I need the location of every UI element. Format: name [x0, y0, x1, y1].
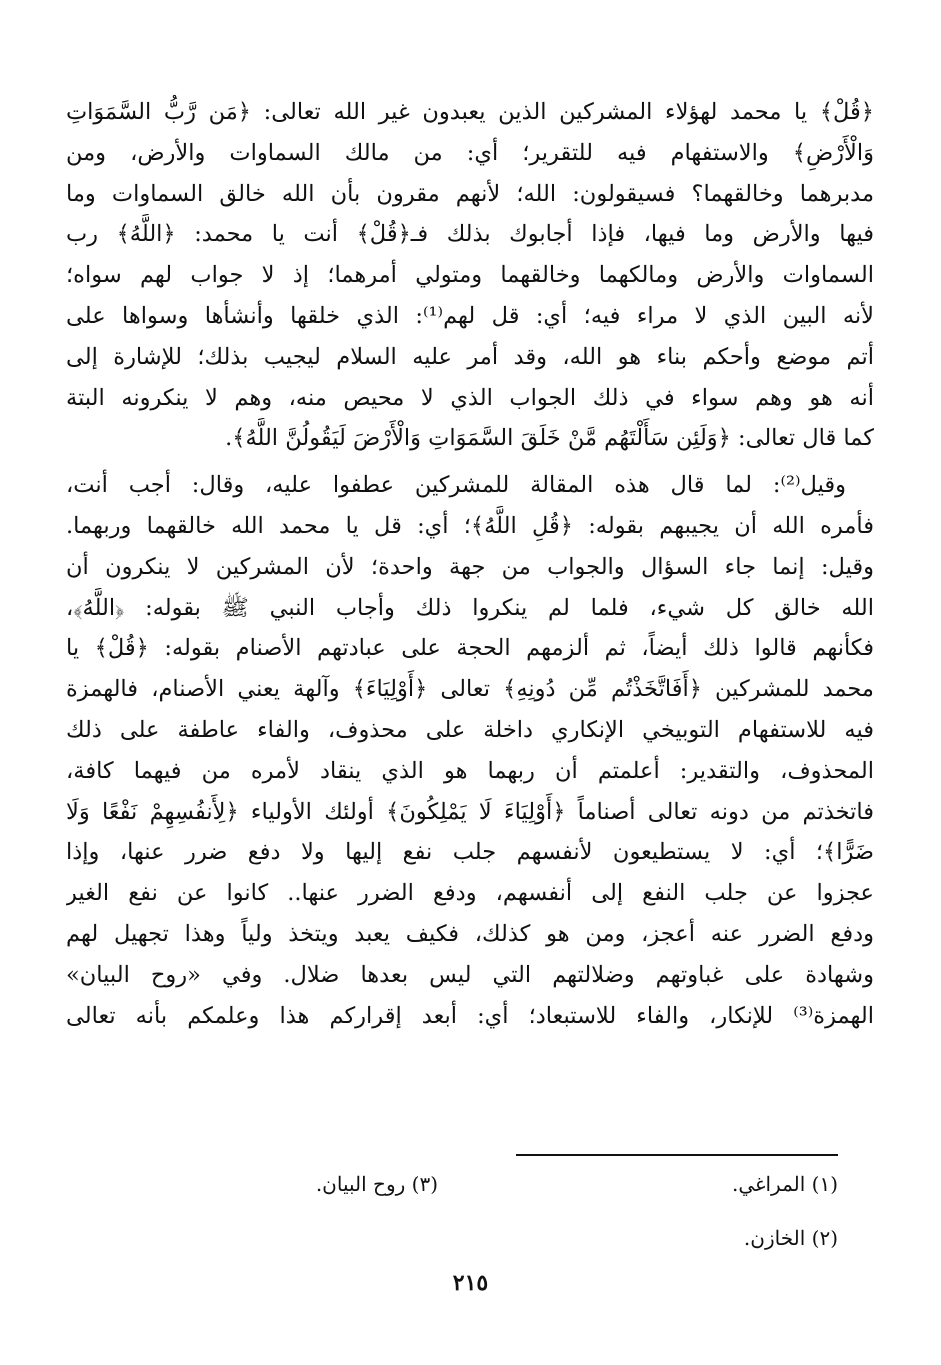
text-line: ضَرًّا﴾؛ أي: لا يستطيعون لأنفسهم جلب نفع إليها ولا دفع ضرر عنها، وإذا [66, 839, 874, 866]
paragraph [66, 465, 874, 1036]
text-line: فيه للاستفهام التوبيخي الإنكاري داخلة على محذوف، والفاء عاطفة على ذلك [66, 716, 874, 743]
text-line: وَالْأَرْضِ﴾ والاستفهام فيه للتقرير؛ أي: من مالك السماوات والأرض، ومن [66, 139, 874, 166]
text-line: ودفع الضرر عنه أعجز، ومن هو كذلك، فكيف يعبد ويتخذ ولياً وهذا تجهيل لهم [66, 920, 874, 947]
text-line: وشهادة على غباوتهم وضلالتهم التي ليس بعدها ضلال. وفي «روح البيان» [66, 961, 874, 988]
text-line: الله خالق كل شيء، فلما لم ينكروا ذلك وأجاب النبي ﷺ بقوله: ﴿اللَّهُ﴾، [66, 594, 874, 621]
text-line: السماوات والأرض ومالكهما وخالقهما ومتولي أمرهما؛ إذ لا جواب لهم سواه؛ [66, 262, 874, 289]
footnotes [66, 1166, 838, 1274]
text-line: محمد للمشركين ﴿أَفَاتَّخَذْتُم مِّن دُونِهِ﴾ تعالى ﴿أَوْلِيَاءَ﴾ وآلهة يعني الأصنام، فالهمزة [66, 676, 874, 703]
paragraph [66, 92, 874, 459]
text-line: أنه هو وهم سواء في ذلك الجواب الذي لا محيص منه، وهم لا ينكرونه البتة [66, 384, 874, 411]
main-text [66, 92, 874, 1036]
text-line: كما قال تعالى: ﴿وَلَئِن سَأَلْتَهُم مَّنْ خَلَقَ السَّمَوَاتِ وَالْأَرْضَ لَيَقُولُنَّ اللَّهُ﴾. [225, 425, 874, 452]
footnote-1: (١) المراغي. [731, 1172, 838, 1196]
footnote-separator [516, 1154, 838, 1156]
text-line: وقيل: إنما جاء السؤال والجواب من جهة واحدة؛ لأن المشركين لا ينكرون أن [66, 553, 874, 580]
text-line: فيها والأرض وما فيها، فإذا أجابوك بذلك فـ﴿قُلْ﴾ أنت يا محمد: ﴿اللَّهُ﴾ رب [66, 221, 874, 248]
page-number: ٢١٥ [452, 1270, 489, 1296]
text-line: عجزوا عن جلب النفع إلى أنفسهم، ودفع الضرر عنها.. كانوا عن نفع الغير [66, 880, 874, 907]
text-line: ﴿قُلْ﴾ يا محمد لهؤلاء المشركين الذين يعبدون غير الله تعالى: ﴿مَن رَّبُّ السَّمَوَاتِ [66, 99, 874, 125]
footnote-2: (٢) الخازن. [743, 1226, 838, 1250]
text-line: أتم موضع وأحكم بناء هو الله، وقد أمر عليه السلام ليجيب بذلك؛ للإشارة إلى [66, 343, 874, 370]
text-line: فكأنهم قالوا ذلك أيضاً، ثم ألزمهم الحجة على عبادتهم الأصنام بقوله: ﴿قُلْ﴾ يا [66, 635, 874, 662]
text-line: فأمره الله أن يجيبهم بقوله: ﴿قُلِ اللَّهُ﴾؛ أي: قل يا محمد الله خالقهما وربهما. [66, 512, 874, 539]
text-line: لأنه البين الذي لا مراء فيه؛ أي: قل لهم⁽¹⁾: الذي خلقها وأنشأها وسواها على [66, 302, 874, 329]
text-line: المحذوف، والتقدير: أعلمتم أن ربهما هو الذي ينقاد لأمره من فيهما كافة، [66, 757, 874, 784]
footnote-3: (٣) روح البيان. [315, 1172, 438, 1196]
text-line: فاتخذتم من دونه تعالى أصناماً ﴿أَوْلِيَاءَ لَا يَمْلِكُونَ﴾ أولئك الأولياء ﴿لِأَنفُسِهِمْ نَفْعًا وَلَا [66, 798, 874, 825]
text-line: وقيل⁽²⁾: لما قال هذه المقالة للمشركين عطفوا عليه، وقال: أجب أنت، [66, 472, 846, 499]
text-line: الهمزة⁽³⁾ للإنكار، والفاء للاستبعاد؛ أي: أبعد إقراركم هذا وعلمكم بأنه تعالى [66, 1002, 874, 1029]
text-line: مدبرهما وخالقهما؟ فسيقولون: الله؛ لأنهم مقرون بأن الله خالق السماوات وما [66, 180, 874, 207]
